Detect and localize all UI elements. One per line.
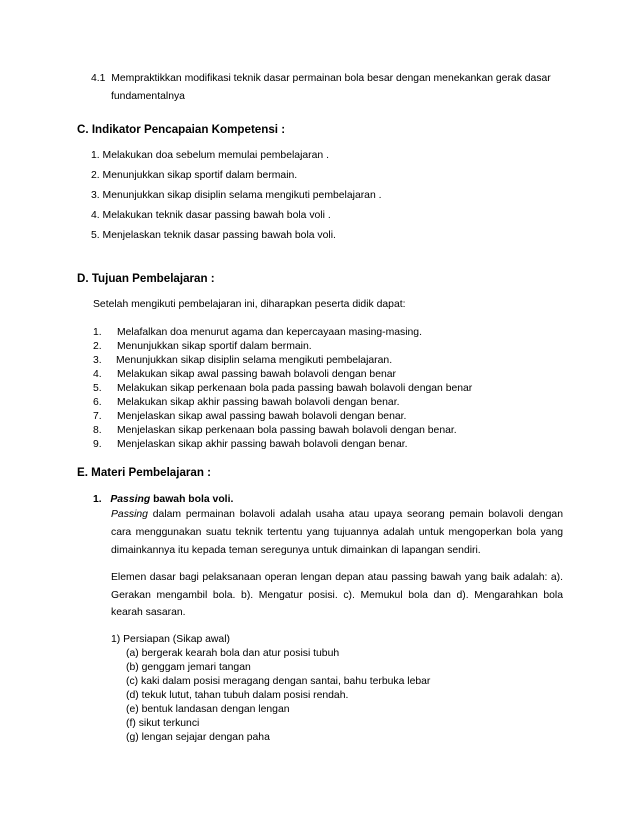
material-subtitle: 1. Passing bawah bola voli. — [93, 494, 234, 505]
persiapan-item: (b) genggam jemari tangan — [126, 662, 251, 673]
goal-item: 1. Melafalkan doa menurut agama dan kepercayaan masing-masing. — [93, 327, 422, 338]
goal-item: 9. Menjelaskan sikap akhir passing bawah bolavoli dengan benar. — [93, 439, 408, 450]
section-d-heading: D. Tujuan Pembelajaran : — [77, 272, 215, 285]
section-d-intro: Setelah mengikuti pembelajaran ini, diharapkan peserta didik dapat: — [93, 299, 406, 310]
goal-item: 3. Menunjukkan sikap disiplin selama mengikuti pembelajaran. — [93, 355, 393, 366]
passing-paragraph-line: dimainkannya itu kepada teman seregunya untuk dimainkan di lapangan sendiri. — [111, 545, 481, 556]
kd-item-number: 4.1 — [91, 73, 106, 84]
persiapan-title: 1) Persiapan (Sikap awal) — [111, 634, 230, 645]
goal-item: 4. Melakukan sikap awal passing bawah bolavoli dengan benar — [93, 369, 396, 380]
elements-paragraph-line: kearah sasaran. — [111, 607, 186, 618]
persiapan-item: (c) kaki dalam posisi meragang dengan santai, bahu terbuka lebar — [126, 676, 431, 687]
indicator-item: 2. Menunjukkan sikap sportif dalam bermain. — [91, 170, 298, 181]
elements-paragraph-line: Elemen dasar bagi pelaksanaan operan lengan depan atau passing bawah yang baik adalah: a). — [111, 572, 563, 583]
goal-item: 6. Melakukan sikap akhir passing bawah bolavoli dengan benar. — [93, 397, 400, 408]
section-e-heading: E. Materi Pembelajaran : — [77, 466, 212, 479]
section-c-heading: C. Indikator Pencapaian Kompetensi : — [77, 123, 286, 136]
indicator-item: 1. Melakukan doa sebelum memulai pembelajaran . — [91, 150, 329, 161]
persiapan-item: (g) lengan sejajar dengan paha — [126, 732, 270, 743]
persiapan-item: (f) sikut terkunci — [126, 718, 200, 729]
passing-paragraph-line: cara menggunakan suatu teknik tertentu yang tujuannya adalah untuk mengoperkan bola yang — [111, 527, 563, 538]
goal-item: 5. Melakukan sikap perkenaan bola pada passing bawah bolavoli dengan benar — [93, 383, 473, 394]
kd-item-text: Mempraktikkan modifikasi teknik dasar permainan bola besar dengan menekankan gerak dasar — [111, 73, 551, 84]
goal-item: 2. Menunjukkan sikap sportif dalam bermain. — [93, 341, 312, 352]
goal-item: 7. Menjelaskan sikap awal passing bawah bolavoli dengan benar. — [93, 411, 407, 422]
indicator-item: 3. Menunjukkan sikap disiplin selama mengikuti pembelajaran . — [91, 190, 382, 201]
kd-item-continuation: fundamentalnya — [111, 91, 185, 102]
persiapan-item: (d) tekuk lutut, tahan tubuh dalam posisi rendah. — [126, 690, 349, 701]
persiapan-item: (a) bergerak kearah bola dan atur posisi tubuh — [126, 648, 340, 659]
kd-item — [91, 73, 551, 84]
indicator-item: 4. Melakukan teknik dasar passing bawah bola voli . — [91, 210, 331, 221]
elements-paragraph-line: Gerakan mengambil bola. b). Mengatur posisi. c). Memukul bola dan d). Mengarahkan bola — [111, 590, 563, 601]
passing-paragraph-line: Passing dalam permainan bolavoli adalah usaha atau upaya seorang pemain bolavoli dengan — [111, 509, 563, 520]
goal-item: 8. Menjelaskan sikap perkenaan bola passing bawah bolavoli dengan benar. — [93, 425, 457, 436]
indicator-item: 5. Menjelaskan teknik dasar passing bawah bola voli. — [91, 230, 336, 241]
persiapan-item: (e) bentuk landasan dengan lengan — [126, 704, 290, 715]
